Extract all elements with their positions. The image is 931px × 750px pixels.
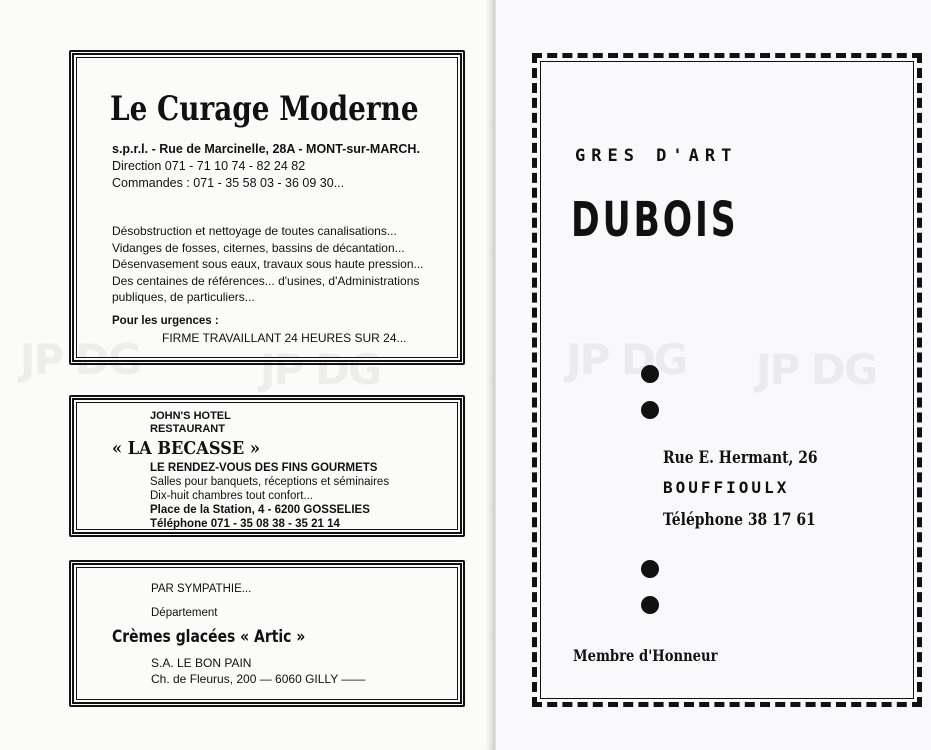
becasse-hotel-line2: RESTAURANT	[150, 423, 225, 435]
dubois-street: Rue E. Hermant, 26	[663, 448, 818, 468]
watermark: JP DG	[260, 345, 381, 394]
artic-departement: Département	[151, 607, 218, 619]
artic-company: S.A. LE BON PAIN	[151, 656, 252, 670]
becasse-banquets-line: Salles pour banquets, réceptions et séminaires	[150, 476, 390, 488]
bullet-dot	[641, 365, 659, 383]
ad-dubois-frame	[532, 53, 922, 707]
watermark: JP DG	[566, 335, 687, 384]
dubois-city: BOUFFIOULX	[663, 478, 790, 497]
becasse-address: Place de la Station, 4 - 6200 GOSSELIES	[150, 504, 370, 516]
dubois-phone: Téléphone 38 17 61	[663, 510, 816, 530]
bullet-dot	[641, 401, 659, 419]
becasse-name: « LA BECASSE »	[112, 438, 261, 459]
ad-la-becasse	[69, 395, 465, 537]
curage-urgences-label: Pour les urgences :	[112, 315, 219, 327]
right-page	[496, 0, 931, 750]
watermark: JP DG	[756, 345, 877, 394]
watermark: JP DG	[20, 335, 141, 384]
bullet-dot	[641, 560, 659, 578]
dubois-name: DUBOIS	[571, 192, 739, 248]
ad-curage-moderne	[69, 50, 465, 365]
dubois-membre: Membre d'Honneur	[573, 646, 718, 665]
curage-commandes-phone: Commandes : 071 - 35 58 03 - 36 09 30...	[112, 176, 345, 190]
curage-urgences-text: FIRME TRAVAILLANT 24 HEURES SUR 24...	[162, 331, 407, 345]
artic-sympathie: PAR SYMPATHIE...	[151, 583, 252, 595]
becasse-slogan: LE RENDEZ-VOUS DES FINS GOURMETS	[150, 462, 378, 474]
artic-address: Ch. de Fleurus, 200 — 6060 GILLY ——	[151, 672, 366, 686]
ad-artic	[69, 560, 465, 707]
dubois-subtitle: GRES D'ART	[575, 146, 738, 166]
becasse-rooms-line: Dix-huit chambres tout confort...	[150, 490, 313, 502]
becasse-hotel-line1: JOHN'S HOTEL	[150, 410, 231, 422]
becasse-hotel-label	[150, 410, 231, 436]
curage-title: Le Curage Moderne	[110, 89, 419, 129]
curage-company-line: s.p.r.l. - Rue de Marcinelle, 28A - MONT-sur-MARCH.	[112, 142, 420, 156]
curage-direction-phone: Direction 071 - 71 10 74 - 82 24 82	[112, 159, 306, 173]
artic-title: Crèmes glacées « Artic »	[112, 627, 306, 647]
becasse-phone: Téléphone 071 - 35 08 38 - 35 21 14	[150, 518, 340, 530]
bullet-dot	[641, 596, 659, 614]
curage-description: Désobstruction et nettoyage de toutes canalisations... Vidanges de fosses, citernes, bassins de décantation... Désenvasement sous eaux, travaux sous haute pression... Des centaines de références... d'usines, d'Administrations publiques, de particuliers...	[112, 224, 424, 304]
